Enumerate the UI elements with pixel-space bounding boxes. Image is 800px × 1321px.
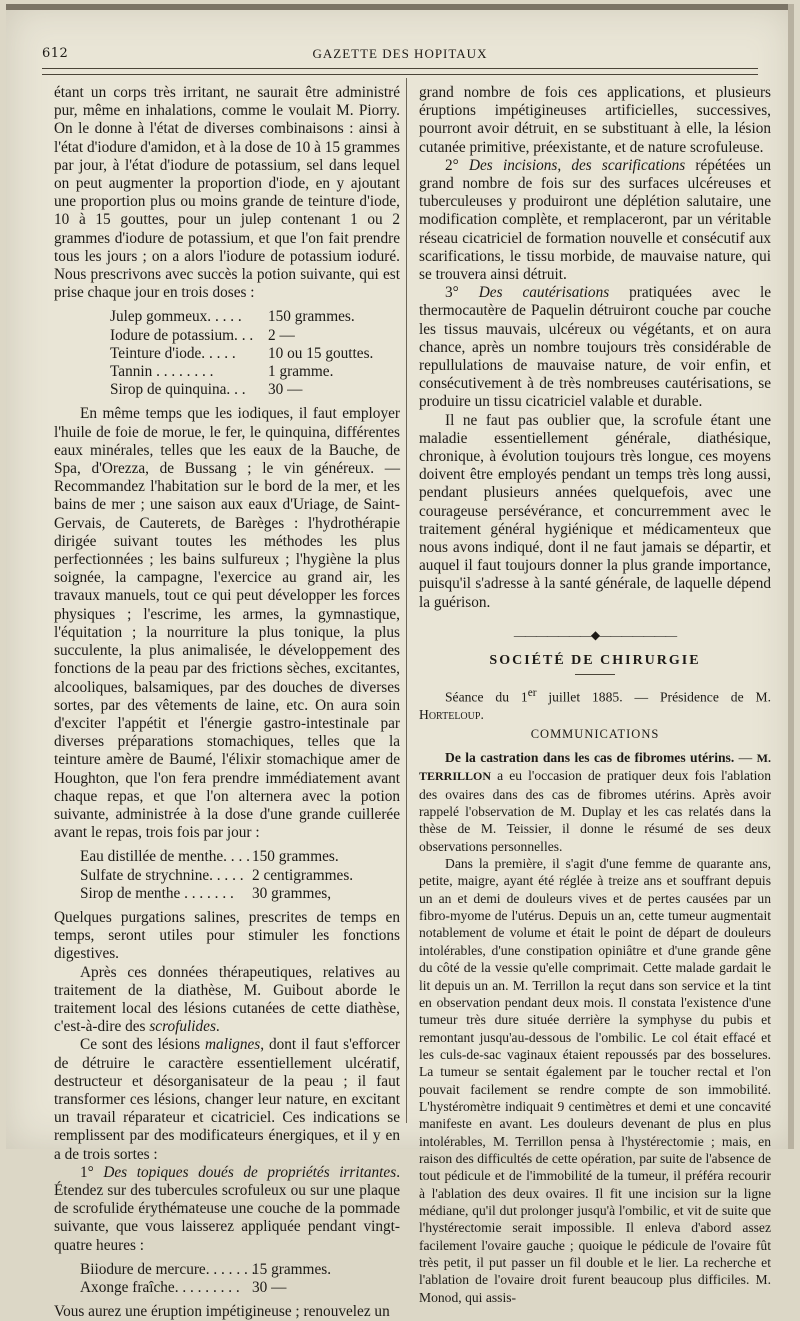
recipe-dose: 30 grammes, xyxy=(252,884,332,902)
paragraph xyxy=(54,1036,400,1163)
recipe-item: Sulfate de strychnine. . . . . xyxy=(80,866,244,884)
recipe-pommade xyxy=(80,1261,400,1297)
recipe-item: Iodure de potassium. . . xyxy=(110,326,254,344)
recipe-dose: 150 grammes. xyxy=(268,308,355,326)
recipe-dose: 30 — xyxy=(268,381,303,399)
recipe-dose: 2 — xyxy=(268,326,295,344)
text-run: juillet 1885. — Présidence de M. xyxy=(536,689,771,705)
recipe-dose: 30 — xyxy=(252,1279,287,1296)
recipe-item: Tannin . . . . . . . . xyxy=(110,363,214,381)
page-top-edge xyxy=(6,4,794,10)
text-run: pratiquées avec le thermocautère de Paquelin détruiront couche par couche les tissus mauvais, ulcéreux ou végétants, et on aura chance, après un nombre toujours très considérable de repullulations de mauvaise nature, de voir enfin, et consécutivement à de très nombreuses cautérisations, se produire un tissu cicatriciel valable et durable. xyxy=(419,284,771,411)
paragraph xyxy=(54,1164,400,1255)
text-run: . Étendez sur des tubercules scrofuleux ou sur une plaque de scrofulide érythémateuse une couche de la pommade suivante, que vous laisserez appliquée pendant vingt-quatre heures : xyxy=(54,1163,401,1254)
communications-heading: COMMUNICATIONS xyxy=(530,726,660,741)
president-name: Horteloup xyxy=(419,706,481,722)
recipe-item: Eau distillée de menthe. . . . xyxy=(80,848,250,866)
author-name: M. TERRILLON xyxy=(419,751,771,784)
paragraph: Dans la première, il s'agit d'une femme de quarante ans, petite, maigre, ayant été réglée à treize ans et souffrant depuis un an et demi de douleurs vives et de pertes causées par un fibro-myome de l'utérus. Depuis un an, cette tumeur augmentait notablement de volume et était le point de départ de douleurs intolérables, d'une constipation opiniâtre et d'une grande gêne du côté de la vessie qu'elle comprimait. Cette malade gardait le lit depuis un an. M. Terrillon la reçut dans son service et la tint en observation pendant deux mois. Il constata l'existence d'une tumeur très dure située derrière la symphyse du pubis et remontant jusqu'au-dessous de l'ombilic. Le col était effacé et les culs-de-sac vaginaux étaient repoussés par des bosselures. La tumeur se sentait également par le toucher rectal et l'on pouvait facilement se rendre compte de son immobilité. L'hystéromètre indiquait 9 centimètres et demi et une concavité manifeste en avant. Les douleurs devenant de plus en plus intolérables, M. Terrillon pensa à l'hystérectomie ; mais, en raison des difficultés de cette opération, par suite de l'absence de tout pédicule et de l'immobilité de la tumeur, il préféra recourir à l'ablation des deux ovaires. Il fit une incision sur la ligne médiane, qu'il dut prolonger jusqu'à l'ombilic, et vit de suite que l'hystérectomie serait impossible. Il enleva d'abord assez facilement l'ovaire gauche ; quoique le pédicule de l'ovaire fût très petit, il put passer un fil double et le lier. La recherche et l'ablation de l'ovaire droit furent beaucoup plus difficiles. M. Monod, qui assis- xyxy=(419,856,771,1305)
paragraph: grand nombre de fois ces applications, et plusieurs éruptions impétigineuses artificielles, successives, pourront avoir détruit, en se substituant à elle, la lésion cutanée primitive, préexistante, et de nature scrofuleuse. xyxy=(419,84,771,156)
text-run: 2° xyxy=(445,156,469,174)
article-title: De la castration dans les cas de fibromes utérins. xyxy=(445,750,735,766)
paragraph: En même temps que les iodiques, il faut employer l'huile de foie de morue, le fer, le quinquina, différentes eaux minérales, telles que les eaux de la Bauche, de Spa, d'Orezza, de Bussang ; le vin généreux. — Recommandez l'habitation sur le bord de la mer, et les bains de mer ; une saison aux eaux d'Uriage, de Saint-Gervais, de Cauterets, de Barèges : l'hydrothérapie dirigée suivant toutes les méthodes les plus perfectionnées ; les bains sulfureux ; l'hygiène la plus soignée, la campagne, l'exercice au grand air, les travaux manuels, tout ce qui peut développer les forces physiques ; l'escrime, les armes, la gymnastique, l'équitation ; la nourriture la plus tonique, la plus succulente, la plus animalisée, le développement des fonctions de la peau par des frictions sèches, excitantes, alcooliques, balsamiques, par des douches de diverses sortes, par des vêtements de laine, etc. On aura soin d'exciter l'appétit et l'énergie gastro-intestinale par diverses préparations stomachiques, telles que la teinture amère de Baumé, l'élixir stomachique amer de Houghton, que l'on fera prendre immédiatement avant chaque repas, et que l'on alternera avec la potion suivante, administrée à la dose d'une grande cuillerée avant le repas, trois fois par jour : xyxy=(54,405,400,842)
paragraph: Vous aurez une éruption impétigineuse ; renouvelez un xyxy=(54,1303,390,1321)
title-underline xyxy=(575,674,615,675)
recipe-dose: 150 grammes. xyxy=(252,848,339,866)
italic-term: Des topiques doués de propriétés irritantes xyxy=(103,1163,397,1181)
italic-term: Des cautérisations xyxy=(478,284,610,302)
column-divider xyxy=(406,78,407,1123)
paragraph xyxy=(419,749,771,855)
newspaper-page xyxy=(6,4,794,1321)
text-run: , dont il faut s'efforcer de détruire le caractère essentiellement ulcératif, destructeur et désorganisateur de la peau ; il faut transformer ces lésions, changer leur nature, en excitant un travail réparateur et cicatriciel. Ces indications se remplissent par des modificateurs énergiques, et il y en a de trois sortes : xyxy=(54,1036,400,1163)
section-separator: ———————◆——————— xyxy=(513,627,677,642)
italic-term: scrofulides xyxy=(149,1018,216,1036)
italic-term: malignes xyxy=(205,1036,261,1054)
left-column xyxy=(54,84,400,1321)
page-number: 612 xyxy=(42,46,69,61)
italic-term: Des incisions, des scarifications xyxy=(468,156,686,174)
text-run: . xyxy=(215,1018,220,1036)
recipe-item: Axonge fraîche. . . . . . . . . xyxy=(80,1279,240,1296)
recipe-strychnine xyxy=(80,848,400,903)
text-run: . xyxy=(480,706,484,722)
header-rule-top xyxy=(42,68,758,69)
text-run: a eu l'occasion de pratiquer deux fois l'ablation des ovaires dans des cas de fibromes utérins. Après avoir rappelé l'observation de M. Duplay et les cas relatés dans la thèse de M. Teissier, il donne le résumé de ses deux observations personnelles. xyxy=(419,768,771,854)
session-line xyxy=(419,685,771,723)
text-run: Séance du 1 xyxy=(445,689,528,705)
text-run: Après ces données thérapeutiques, relatives au traitement de la diathèse, M. Guibout aborde le traitement local des lésions cutanées de cette diathèse, c'est-à-dire des xyxy=(54,963,400,1036)
recipe-item: Teinture d'iode. . . . . xyxy=(110,344,236,362)
right-column xyxy=(419,84,771,1306)
recipe-item: Biiodure de mercure. . . . . . . xyxy=(80,1260,256,1278)
journal-title: GAZETTE DES HOPITAUX xyxy=(312,46,488,61)
paragraph xyxy=(419,157,771,284)
recipe-item: Julep gommeux. . . . . xyxy=(110,308,242,326)
recipe-dose: 2 centigrammes. xyxy=(252,866,354,884)
paragraph: Il ne faut pas oublier que, la scrofule étant une maladie essentiellement générale, diathésique, chronique, à évolution toujours très longue, ces moyens doivent être employés pendant un temps très long aussi, pendant plusieurs années quelquefois, avec une courageuse persévérance, et concurremment avec le traitement général hygiénique et médicamenteux que nous avons indiqué, dont il ne faut jamais se départir, et auquel il faut toujours donner la plus grande importance, puisqu'il s'adresse à la santé générale, de laquelle dépend la guérison. xyxy=(419,411,771,611)
text-run: 3° xyxy=(445,284,479,302)
header-rule-bottom xyxy=(42,74,758,75)
text-run: 1° xyxy=(80,1163,104,1181)
recipe-item: Sirop de menthe . . . . . . . xyxy=(80,884,234,902)
paragraph: Quelques purgations salines, prescrites de temps en temps, seront utiles pour stimuler les fonctions digestives. xyxy=(54,908,400,963)
paragraph: étant un corps très irritant, ne saurait être administré pur, même en inhalations, comme le voulait M. Piorry. On le donne à l'état de diverses combinaisons : ainsi à l'état d'iodure d'amidon, et à la dose de 10 à 15 grammes par jour, à l'état d'iodure de potassium, sel dans lequel on peut augmenter la proportion d'iode, en y ajoutant une proportion plus ou moins grande de teinture d'iode, 10 à 15 gouttes, pour un julep contenant 1 ou 2 grammes d'iodure de potassium, et que l'on fait prendre tous les jours ; on a alors l'iodure de potassium ioduré. Nous prescrivons avec succès la potion suivante, qui est prise chaque jour en trois doses : xyxy=(54,84,400,302)
society-title: SOCIÉTÉ DE CHIRURGIE xyxy=(489,653,701,669)
paragraph xyxy=(54,964,400,1037)
recipe-dose: 15 grammes. xyxy=(252,1260,332,1278)
text-run: Ce sont des lésions xyxy=(80,1036,205,1054)
recipe-dose: 10 ou 15 gouttes. xyxy=(268,344,374,362)
recipe-potion xyxy=(110,308,400,399)
page-right-edge xyxy=(788,4,794,1149)
recipe-dose: 1 gramme. xyxy=(268,363,334,381)
paragraph xyxy=(419,284,771,411)
text-run: répétées un grand nombre de fois sur des surfaces ulcéreuses et tuberculeuses y produiront une déplétion salutaire, une modification complète, et remplaceront, par un véritable réseau cicatriciel de formation nouvelle et consécutif aux scarifications, le tissu morbide, de mauvaise nature, qui se trouvera ainsi détruit. xyxy=(419,156,771,284)
text-run: — xyxy=(734,750,757,766)
superscript: er xyxy=(527,687,537,700)
recipe-item: Sirop de quinquina. . . xyxy=(110,381,246,399)
